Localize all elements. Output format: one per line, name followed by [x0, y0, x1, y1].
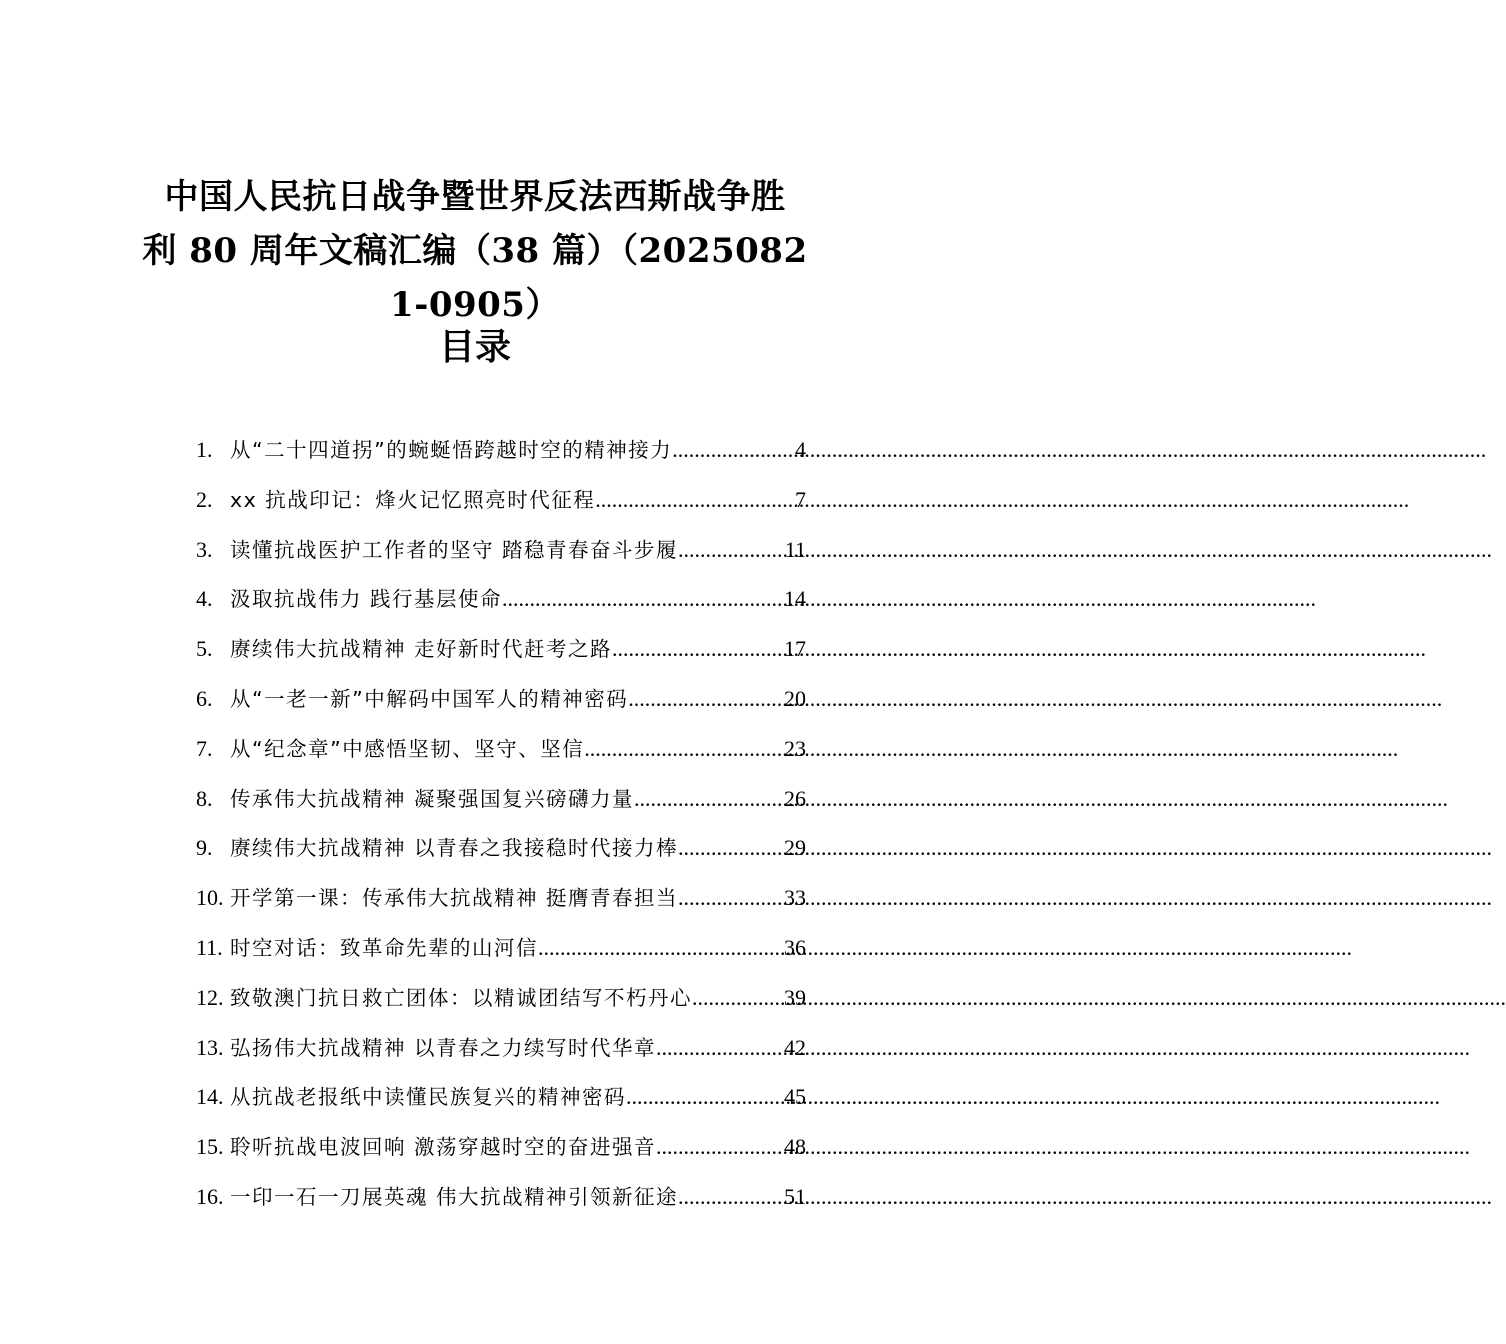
toc-entry-number: 11. — [196, 934, 223, 960]
toc-leader-dots — [502, 577, 784, 621]
document-title — [140, 170, 810, 332]
toc-entry[interactable] — [196, 577, 806, 627]
toc-leader-dots — [626, 1075, 784, 1119]
toc-entry-page: 14 — [784, 586, 806, 612]
toc-entry-title: 传承伟大抗战精神 凝聚强国复兴磅礴力量 — [230, 786, 635, 811]
toc-entry-title: 赓续伟大抗战精神 以青春之我接稳时代接力棒 — [230, 836, 679, 861]
toc-entry-page: 51 — [784, 1183, 806, 1209]
toc-leader-dots — [612, 627, 784, 671]
toc-entry-number: 5. — [196, 636, 213, 662]
toc-leader-dots — [628, 677, 784, 721]
toc-entry-page: 7 — [795, 486, 806, 512]
toc-leader-dots — [584, 727, 784, 771]
toc-entry-page: 29 — [784, 835, 806, 861]
toc-entry-page: 33 — [784, 885, 806, 911]
toc-entry-page: 26 — [784, 785, 806, 811]
toc-entry-title: 开学第一课：传承伟大抗战精神 挺膺青春担当 — [230, 886, 679, 911]
toc-entry-number: 2. — [196, 486, 213, 512]
toc-heading: 目录 — [438, 326, 511, 368]
toc-leader-dots — [634, 777, 784, 821]
toc-entry[interactable] — [196, 428, 806, 478]
toc-entry-number: 1. — [196, 437, 213, 462]
toc-entry-page: 45 — [784, 1084, 806, 1110]
title-line-1: 中国人民抗日战争暨世界反法西斯战争胜 — [164, 177, 786, 217]
toc-leader-dots — [538, 926, 784, 970]
toc-entry-number: 8. — [196, 785, 213, 811]
toc-entry[interactable] — [196, 1175, 806, 1225]
toc-entry-number: 3. — [196, 536, 213, 562]
toc-entry-title: 致敬澳门抗日救亡团体：以精诚团结写不朽丹心 — [230, 985, 692, 1010]
toc-entry-title: 从“二十四道拐”的蜿蜒悟跨越时空的精神接力 — [230, 438, 673, 462]
toc-entry-title: 从“纪念章”中感悟坚韧、坚守、坚信 — [230, 736, 585, 761]
table-of-contents — [196, 428, 806, 1225]
toc-entry-page: 11 — [784, 536, 806, 562]
toc-entry-page: 42 — [784, 1034, 806, 1060]
toc-entry-page: 36 — [784, 934, 806, 960]
toc-entry-number: 9. — [196, 835, 213, 861]
toc-entry-title: 读懂抗战医护工作者的坚守 踏稳青春奋斗步履 — [230, 537, 679, 562]
toc-entry-title: 时空对话：致革命先辈的山河信 — [230, 935, 538, 960]
toc-leader-dots — [656, 1125, 784, 1169]
toc-entry[interactable] — [196, 876, 806, 926]
toc-leader-dots — [678, 528, 785, 572]
title-line-2: 利 80 周年文稿汇编（38 篇）（2025082 — [142, 231, 808, 271]
toc-leader-dots — [678, 1175, 784, 1219]
toc-leader-dots — [678, 826, 784, 870]
toc-leader-dots — [595, 478, 795, 522]
toc-entry[interactable] — [196, 528, 806, 578]
toc-entry-number: 4. — [196, 586, 213, 612]
toc-entry-number: 6. — [196, 685, 213, 711]
toc-entry-title: 赓续伟大抗战精神 走好新时代赶考之路 — [230, 637, 613, 662]
toc-leader-dots — [678, 876, 784, 920]
toc-entry-number: 14. — [196, 1084, 224, 1110]
toc-entry[interactable] — [196, 677, 806, 727]
toc-entry-page: 4 — [795, 437, 806, 462]
toc-leader-dots — [672, 428, 795, 472]
toc-entry-number: 7. — [196, 735, 213, 761]
toc-entry-title: xx 抗战印记：烽火记忆照亮时代征程 — [230, 487, 596, 512]
title-line-3: 1-0905） — [390, 285, 560, 325]
toc-entry-title: 从“一老一新”中解码中国军人的精神密码 — [230, 686, 629, 711]
toc-entry-number: 13. — [196, 1034, 224, 1060]
toc-leader-dots — [656, 1026, 784, 1070]
toc-entry[interactable] — [196, 777, 806, 827]
toc-entry[interactable] — [196, 926, 806, 976]
toc-entry-page: 17 — [784, 636, 806, 662]
toc-entry[interactable] — [196, 976, 806, 1026]
toc-entry-number: 10. — [196, 885, 224, 911]
toc-entry[interactable] — [196, 1125, 806, 1175]
toc-entry-page: 23 — [784, 735, 806, 761]
toc-entry-page: 20 — [784, 685, 806, 711]
toc-entry-title: 聆听抗战电波回响 激荡穿越时空的奋进强音 — [230, 1135, 657, 1160]
toc-entry[interactable] — [196, 826, 806, 876]
toc-entry[interactable] — [196, 1075, 806, 1125]
toc-entry[interactable] — [196, 627, 806, 677]
toc-entry[interactable] — [196, 727, 806, 777]
toc-leader-dots — [692, 976, 784, 1020]
toc-entry[interactable] — [196, 1026, 806, 1076]
toc-entry[interactable] — [196, 478, 806, 528]
toc-entry-title: 弘扬伟大抗战精神 以青春之力续写时代华章 — [230, 1035, 657, 1060]
toc-entry-number: 12. — [196, 984, 224, 1010]
toc-entry-page: 48 — [784, 1134, 806, 1160]
toc-entry-number: 16. — [196, 1183, 224, 1209]
toc-entry-title: 从抗战老报纸中读懂民族复兴的精神密码 — [230, 1085, 626, 1110]
toc-entry-title: 汲取抗战伟力 践行基层使命 — [230, 587, 503, 612]
toc-entry-page: 39 — [784, 984, 806, 1010]
toc-entry-title: 一印一石一刀展英魂 伟大抗战精神引领新征途 — [230, 1184, 679, 1209]
toc-entry-number: 15. — [196, 1134, 224, 1160]
